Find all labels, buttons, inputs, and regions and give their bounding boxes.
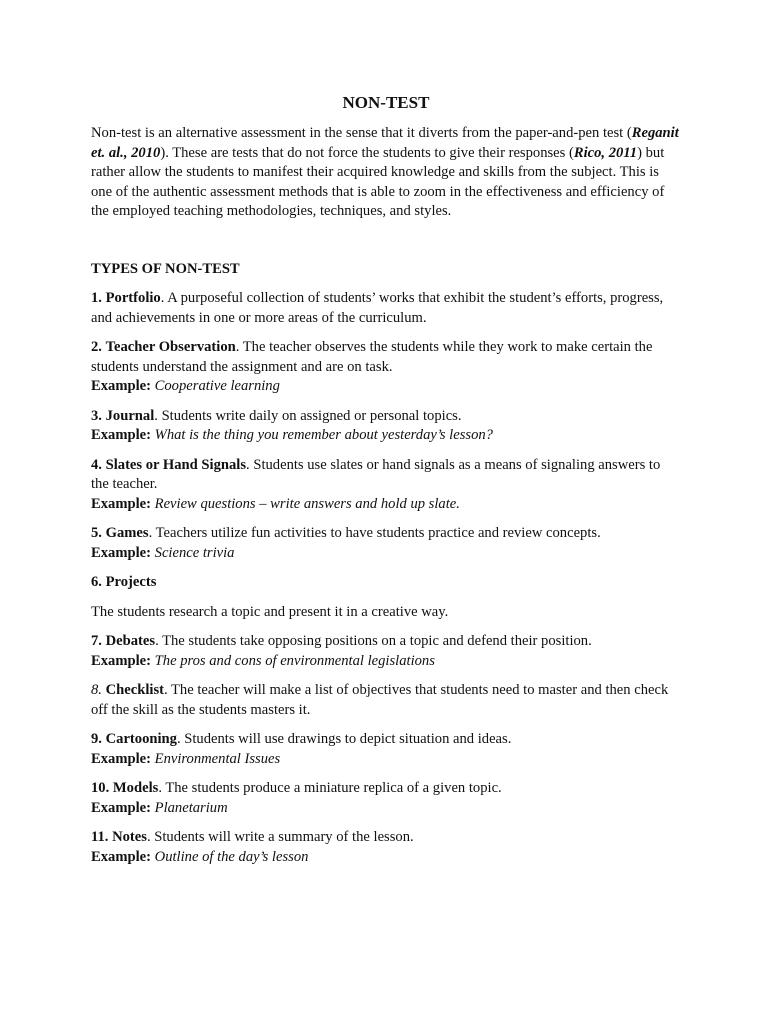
example-label: Example: xyxy=(91,652,151,669)
item-description: . Students write daily on assigned or personal topics. xyxy=(154,407,462,424)
item-name: Checklist xyxy=(105,682,164,698)
item-number: 3. xyxy=(91,407,102,424)
list-item-journal xyxy=(91,407,681,446)
item-number: 2. xyxy=(91,339,102,355)
item-name: Games xyxy=(105,525,149,541)
item-number: 6. xyxy=(91,574,102,590)
item-example: Cooperative learning xyxy=(154,378,280,394)
item-example: Outline of the day’s lesson xyxy=(154,848,309,865)
example-label: Example: xyxy=(91,750,151,767)
list-item-cartooning xyxy=(91,730,681,769)
list-item-models xyxy=(91,779,681,818)
item-name: Slates or Hand Signals xyxy=(105,456,247,473)
item-number: 9. xyxy=(91,731,102,747)
item-example: What is the thing you remember about yesterday’s lesson? xyxy=(154,427,493,443)
item-number: 11. xyxy=(91,829,109,845)
list-item-games xyxy=(91,524,681,563)
item-number: 10. xyxy=(91,780,110,796)
citation-rico: Rico, 2011 xyxy=(573,144,638,161)
item-name: Debates xyxy=(105,633,156,649)
item-description: . The students take opposing positions on a topic and defend their position. xyxy=(155,633,592,649)
document-content xyxy=(91,92,681,877)
item-description: . A purposeful collection of students’ works that exhibit the student’s efforts, progress, and achievements in one or more areas of the curriculum. xyxy=(91,290,664,326)
list-item-notes xyxy=(91,828,681,867)
citation-reganit: Reganit et. al., 2010 xyxy=(91,125,679,161)
intro-text-1: Non-test is an alternative assessment in the sense that it diverts from the paper-and-pen test ( xyxy=(91,125,632,141)
item-number: 1. xyxy=(91,290,102,306)
example-label: Example: xyxy=(91,848,151,865)
item-number: 8. xyxy=(91,682,102,698)
item-name: Cartooning xyxy=(105,731,177,747)
item-number: 5. xyxy=(91,525,102,541)
intro-text-3: ) but rather allow the students to manifest their acquired knowledge and skills from the subject. This is one of the authentic assessment methods that is able to zoom in the effectiveness and efficiency of the employed teaching methodologies, techniques, and styles. xyxy=(91,144,665,219)
list-item-portfolio xyxy=(91,289,681,328)
item-number: 7. xyxy=(91,633,102,649)
item-description: . Students use slates or hand signals as a means of signaling answers to the teacher. xyxy=(91,456,661,492)
item-description: . Students will use drawings to depict situation and ideas. xyxy=(176,731,512,747)
example-label: Example: xyxy=(91,378,151,394)
item-example: The pros and cons of environmental legislations xyxy=(154,652,435,669)
example-label: Example: xyxy=(91,544,151,561)
item-description: . The students produce a miniature replica of a given topic. xyxy=(158,780,502,796)
item-description: . Teachers utilize fun activities to have students practice and review concepts. xyxy=(148,525,601,541)
item-description: . The teacher observes the students while they work to make certain the students understand the assignment and are on task. xyxy=(91,339,653,375)
intro-paragraph xyxy=(91,124,681,222)
list-item-slates-hand-signals xyxy=(91,456,681,515)
item-number: 4. xyxy=(91,456,102,473)
intro-text-2: ). These are tests that do not force the students to give their responses ( xyxy=(160,144,574,161)
item-name: Projects xyxy=(105,574,157,590)
list-item-teacher-observation xyxy=(91,338,681,397)
item-name: Journal xyxy=(105,407,155,424)
document-title: NON-TEST xyxy=(342,93,430,112)
item-example: Planetarium xyxy=(154,799,228,816)
example-label: Example: xyxy=(91,799,151,816)
list-item-debates xyxy=(91,632,681,671)
example-label: Example: xyxy=(91,427,151,443)
item-name: Portfolio xyxy=(105,290,161,306)
list-item-checklist xyxy=(91,681,681,720)
item-example: Science trivia xyxy=(154,544,235,561)
item-example: Review questions – write answers and hold up slate. xyxy=(154,495,460,512)
item-description: . The teacher will make a list of objectives that students need to master and then check off the skill as the students masters it. xyxy=(91,682,669,718)
item-name: Teacher Observation xyxy=(105,339,236,355)
item-name: Models xyxy=(112,780,159,796)
item-example: Environmental Issues xyxy=(154,750,281,767)
example-label: Example: xyxy=(91,495,151,512)
section-heading: TYPES OF NON-TEST xyxy=(91,260,240,277)
item-name: Notes xyxy=(112,829,147,845)
item-description: The students research a topic and present it in a creative way. xyxy=(91,603,449,620)
list-item-projects xyxy=(91,573,681,622)
item-description: . Students will write a summary of the lesson. xyxy=(146,829,414,845)
